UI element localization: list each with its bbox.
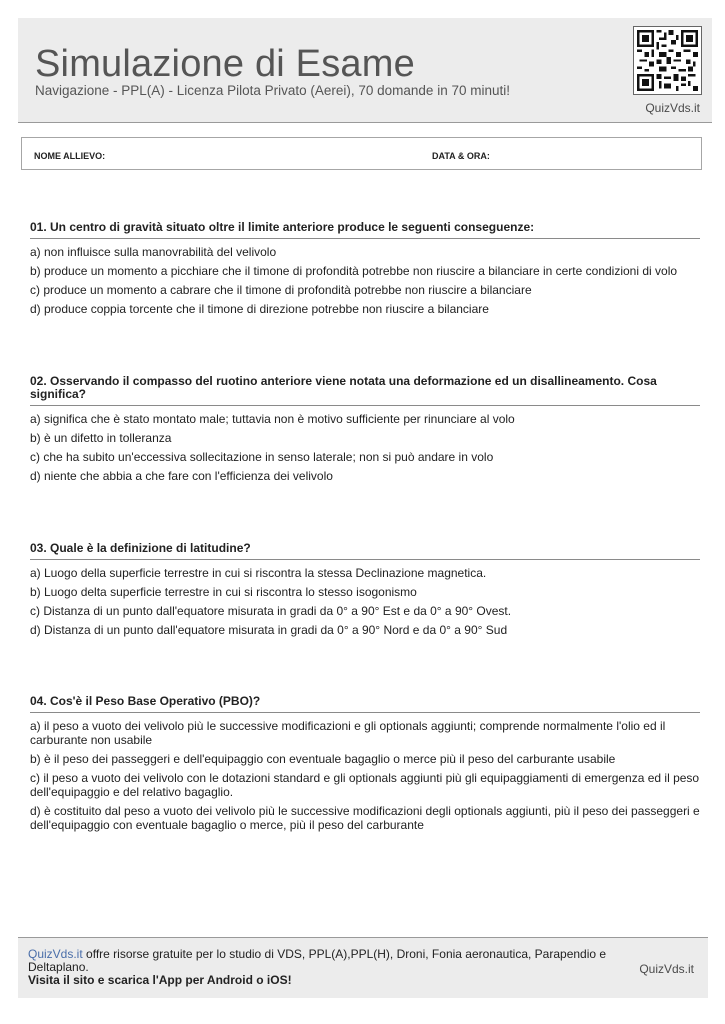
footer-brand-label[interactable]: QuizVds.it <box>639 962 694 976</box>
answer-option: b) è un difetto in tolleranza <box>30 431 172 445</box>
question-1 <box>30 221 700 321</box>
answer-option: c) che ha subito un'eccessiva sollecitazione in senso laterale; non si può andare in volo <box>30 450 494 464</box>
answer-option: d) niente che abbia a che fare con l'efficienza dei velivolo <box>30 469 333 483</box>
page-footer <box>18 937 708 998</box>
student-name-label: NOME ALLIEVO: <box>34 151 106 161</box>
question-title: 02. Osservando il compasso del ruotino anteriore viene notata una deformazione ed un disallineamento. Cosa significa? <box>30 375 700 406</box>
answer-option: d) Distanza di un punto dall'equatore misurata in gradi da 0° a 90° Nord e da 0° a 90° Sud <box>30 623 508 637</box>
page-header <box>18 18 712 123</box>
answer-option: a) significa che è stato montato male; tuttavia non è motivo sufficiente per rinunciare al volo <box>30 412 515 426</box>
question-2 <box>30 375 700 488</box>
footer-site-link[interactable]: QuizVds.it <box>28 947 83 961</box>
answer-option: c) il peso a vuoto dei velivolo con le dotazioni standard e gli optionals aggiunti più gli equipaggiamenti di emergenza ed il peso dell'equipaggio e del relativo bagaglio. <box>30 771 700 799</box>
question-4 <box>30 695 700 837</box>
brand-label[interactable]: QuizVds.it <box>645 101 700 115</box>
page-title: Simulazione di Esame <box>35 43 415 85</box>
qr-code-icon[interactable] <box>633 26 702 95</box>
student-info-box <box>21 137 702 170</box>
question-3 <box>30 542 700 642</box>
date-time-label: DATA & ORA: <box>432 151 490 161</box>
answer-option: d) produce coppia torcente che il timone di direzione potrebbe non riuscire a bilanciare <box>30 302 489 316</box>
answer-option: c) Distanza di un punto dall'equatore misurata in gradi da 0° a 90° Est e da 0° a 90° Ovest. <box>30 604 512 618</box>
footer-call-to-action: Visita il sito e scarica l'App per Android o iOS! <box>28 973 292 987</box>
footer-description: offre risorse gratuite per lo studio di VDS, PPL(A),PPL(H), Droni, Fonia aeronautica, Parapendio e Deltaplano. <box>28 947 607 974</box>
question-title: 04. Cos'è il Peso Base Operativo (PBO)? <box>30 695 700 713</box>
answer-option: c) produce un momento a cabrare che il timone di profondità potrebbe non riuscire a bilanciare <box>30 283 532 297</box>
answer-option: b) produce un momento a picchiare che il timone di profondità potrebbe non riuscire a bilanciare in certe condizioni di volo <box>30 264 678 278</box>
answer-option: b) è il peso dei passeggeri e dell'equipaggio con eventuale bagaglio o merce più il peso del carburante usabile <box>30 752 616 766</box>
answer-option: a) il peso a vuoto dei velivolo più le successive modificazioni e gli optionals aggiunti; comprende normalmente l'olio ed il carburante non usabile <box>30 719 666 747</box>
answer-option: d) è costituito dal peso a vuoto dei velivolo più le successive modificazioni degli optionals aggiunti, più il peso dei passeggeri e dell'equipaggio con eventuale bagaglio o merce, più il peso del carburante <box>30 804 700 832</box>
answer-option: a) Luogo della superficie terrestre in cui si riscontra la stessa Declinazione magnetica. <box>30 566 487 580</box>
question-title: 01. Un centro di gravità situato oltre il limite anteriore produce le seguenti conseguenze: <box>30 221 700 239</box>
answer-option: a) non influisce sulla manovrabilità del velivolo <box>30 245 277 259</box>
answer-option: b) Luogo delta superficie terrestre in cui si riscontra lo stesso isogonismo <box>30 585 417 599</box>
footer-text <box>28 948 618 987</box>
page-subtitle: Navigazione - PPL(A) - Licenza Pilota Privato (Aerei), 70 domande in 70 minuti! <box>35 83 510 98</box>
question-title: 03. Quale è la definizione di latitudine? <box>30 542 700 560</box>
